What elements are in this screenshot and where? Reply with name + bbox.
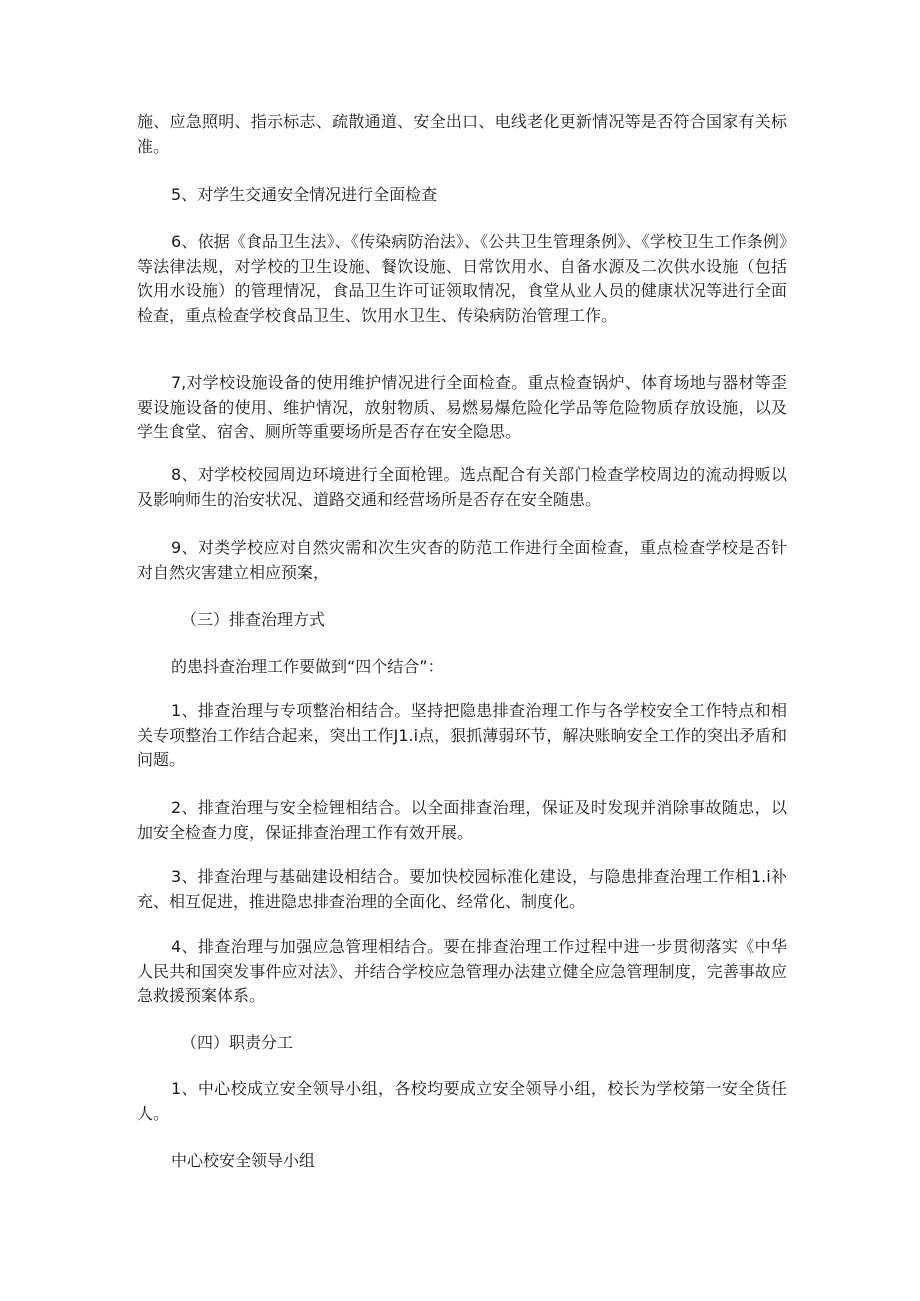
paragraph-combination-3: 3、排查治理与基础建设相结合。要加快校园标准化建设，与隐患排查治理工作相1.i补充、相互促进，推进隐忠排查治理的全面化、经常化、制度化。 xyxy=(137,867,787,911)
paragraph-duty-1: 1、中心校成立安全领导小组，各校均要成立安全领导小组，校长为学校第一安全货任人。 xyxy=(137,1079,787,1123)
paragraph-combination-2: 2、排查治理与安全检锂相结合。以全面排查治理，保证及时发现并消除事故随忠，以加安全检查力度，保证排查治理工作有效开展。 xyxy=(137,798,787,842)
paragraph-four-combinations: 的患抖查治理工作要做到“四个结合”： xyxy=(171,657,444,676)
paragraph-item-7: 7,对学校设施设备的使用维护情况进行全面检查。重点检查锅炉、体育场地与器材等歪要设施设备的使用、维护情况，放射物质、易燃易爆危险化学品等危险物质存放设施，以及学生食堂、宿舍、厕所等重要场所是否存在安全隐思。 xyxy=(137,373,787,441)
paragraph-leadership-group: 中心校安全领导小组 xyxy=(171,1151,316,1170)
paragraph-combination-4: 4、排查治理与加强应急管理相结合。要在排查治理工作过程中进一步贯彻落实《中华人民共和国突发事件应对法》、并结合学校应急管理办法建立健全应急管理制度，完善事故应急救援预案体系。 xyxy=(137,937,787,1005)
paragraph-item-9: 9、对类学校应对自然灾需和次生灾杳的防范工作进行全面检查，重点检查学校是否针对自然灾害建立相应预案， xyxy=(137,538,787,582)
paragraph-item-6: 6、依据《食品卫生法》、《传染病防治法》、《公共卫生管理条例》、《学校卫生工作条例》等法律法规，对学校的卫生设施、餐饮设施、日常饮用水、自备水源及二次供水设施（包括饮用水设施）的管理情况，食品卫生许可证领取情况，食堂从业人员的健康状况等进行全面检查，重点检查学校食品卫生、饮用水卫生、传染病防治管理工作。 xyxy=(137,232,787,325)
paragraph-item-5: 5、对学生交通安全情况进行全面检查 xyxy=(171,185,438,204)
paragraph-item-8: 8、对学校校园周边环境进行全面枪锂。选点配合有关部门检查学校周边的流动拇贩以及影响师生的治安状况、道路交通和经营场所是否存在安全随患。 xyxy=(137,465,787,509)
paragraph-fire-safety-cont: 施、应急照明、指示标志、疏散通道、安全出口、电线老化更新情况等是否符合国家有关标准。 xyxy=(137,112,787,156)
paragraph-combination-1: 1、排查治理与专项整治相结合。坚持把隐患排查治理工作与各学校安全工作特点和相关专项整治工作结合起来，突出工作J1.i点，狠抓薄弱环节，解决账晌安全工作的突出矛盾和问题。 xyxy=(137,701,787,769)
section-heading-3: （三）排查治理方式 xyxy=(181,610,326,629)
section-heading-4: （四）职责分工 xyxy=(181,1033,294,1052)
